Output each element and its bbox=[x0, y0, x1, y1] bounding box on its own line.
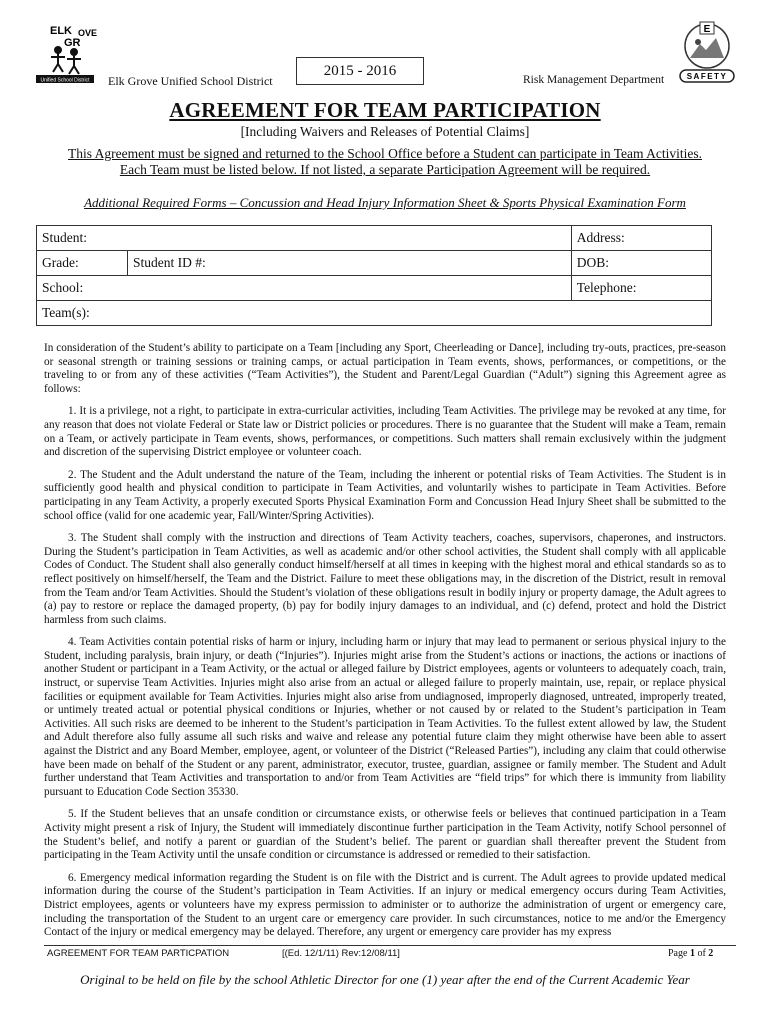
district-name: Elk Grove Unified School District bbox=[108, 74, 273, 88]
page-prefix: Page bbox=[668, 948, 690, 959]
retention-notice: Original to be held on file by the school Athletic Director for one (1) year after the end of the Current Academic Year bbox=[80, 972, 690, 987]
logo-text-ove: OVE bbox=[78, 28, 98, 38]
page-total: 2 bbox=[708, 948, 714, 959]
elk-grove-logo bbox=[34, 22, 104, 84]
additional-required-forms: Additional Required Forms – Concussion and Head Injury Information Sheet & Sports Physical Examination Form bbox=[84, 195, 686, 210]
safety-logo bbox=[676, 20, 738, 86]
dob-field[interactable] bbox=[571, 251, 711, 276]
school-label: School: bbox=[42, 280, 84, 295]
safety-logo-text: SAFETY bbox=[686, 72, 728, 81]
grade-label: Grade: bbox=[42, 255, 79, 270]
teams-field[interactable] bbox=[37, 301, 712, 326]
paragraph-6: 6. Emergency medical information regarding the Student is on file with the District and is current. The Adult agrees to provide updated medical information during the course of the Student’s participation in Team Activities. If an injury or medical emergency occurs during Team Activities, District employees, agents or volunteers have my express permission to administer or to authorize the administration of urgent or emergency care, including the transportation of the Student to an urgent care or emergency care provider. In such circumstances, notice to me and/or the Emergency Contact of the injury or medical emergency may be delayed. Therefore, any urgent or emergency care provider has my express bbox=[44, 871, 726, 939]
paragraph-1: 1. It is a privilege, not a right, to participate in extra-curricular activities, including Team Activities. The privilege may be revoked at any time, for any reason that does not violate Federal or State law or District policies or procedures. There is no guarantee that the Student will make a Team, remain on a Team, or actively participate in Team events, shows, performances, or competitions. Such matters shall remain exclusively within the judgment and discretion of the supervising District employee or volunteer coach. bbox=[44, 405, 726, 459]
paragraph-5: 5. If the Student believes that an unsafe condition or circumstance exists, or otherwise feels or believes that continued participation in a Team Activity might present a risk of Injury, the Student will immediately discontinue further participation in the Team Activity, notify School personnel of the Student’s belief, and notify a parent or guardian of the Student’s belief. The parent or guardian shall thereafter prevent the Student from participating in the Team Activity until the unsafe condition or circumstance is addressed or remedied to their satisfaction. bbox=[44, 808, 726, 862]
page-of: of bbox=[694, 948, 709, 959]
school-field[interactable] bbox=[37, 276, 572, 301]
telephone-label: Telephone: bbox=[576, 280, 637, 295]
signing-notice-line-1: This Agreement must be signed and returned to the School Office before a Student can participate in Team Activities. bbox=[68, 146, 702, 161]
student-label: Student: bbox=[42, 230, 88, 245]
risk-management-department: Risk Management Department bbox=[523, 74, 665, 86]
safety-logo-letter: E bbox=[703, 24, 711, 35]
page-number bbox=[668, 948, 713, 959]
paragraph-3: 3. The Student shall comply with the instruction and directions of Team Activity teachers, coaches, supervisors, chaperones, and instructors. During the Student’s participation in Team Activities, as well as academic and/or other school activities, the Student shall comply with all applicable Codes of Conduct. The Student shall also generally conduct himself/herself at all times in keeping with the highest moral and ethical standards so as to reflect positively on himself/herself, the Team and the District. Failure to meet these obligations may, in the discretion of the District, result in removal from the Team and/or Team Activities. Should the Student’s violation of these obligations result in bodily injury or property damage, the Adult agrees to (a) pay to restore or replace the damaged property, (b) pay for bodily injury damages to an individual, and (c) defend, protect and hold the District harmless from such claims. bbox=[44, 532, 726, 626]
dob-label: DOB: bbox=[576, 255, 610, 270]
logo-text-gr: GR bbox=[64, 37, 81, 49]
elk-grove-logo-icon bbox=[34, 22, 104, 84]
paragraph-2: 2. The Student and the Adult understand the nature of the Team, including the inherent or potential risks of Team Activities. The Student is in sufficiently good health and physical condition to participate in Team Activities, and voluntarily wishes to participate in Team Activities. Before participating in any Team Activity, a properly executed Sports Physical Examination Form and Concussion Head Injury Sheet shall be submitted to the school office (valid for one academic year, Fall/Winter/Spring Activities). bbox=[44, 468, 726, 522]
signing-notice bbox=[40, 146, 730, 178]
student-id-label: Student ID #: bbox=[133, 255, 206, 270]
grade-field[interactable] bbox=[37, 251, 128, 276]
telephone-field[interactable] bbox=[571, 276, 711, 301]
address-field[interactable] bbox=[571, 226, 711, 251]
school-year: 2015 - 2016 bbox=[296, 57, 424, 85]
document-subtitle: [Including Waivers and Releases of Potential Claims] bbox=[240, 124, 530, 139]
paragraph-4: 4. Team Activities contain potential risks of harm or injury, including harm or injury that may lead to permanent or serious physical injury to the Student, including paralysis, brain injury, or death (“Injuries”). Injuries might arise from the Student’s actions or inactions, the actions or inactions of another Student or participant in a Team Activity, or the actual or alleged failure by District employees, agents or volunteers to adequately coach, train, instruct, or supervise Team Activities. Injuries might also arise from an actual or alleged failure to properly maintain, use, repair, or replace physical facilities or equipment available for Team Activities. Injuries might also arise from undiagnosed, improperly diagnosed, untreated, improperly treated, or untimely treated actual or potential physical conditions or Injuries, whether or not caused by or related to the Student’s participation in Team Activities. All such risks are deemed to be inherent to the Student’s participation in Team Activities. To the fullest extent allowed by law, the Student and Adult therefore also fully assume all such risks and waive and release any potential future claim they might otherwise have been able to assert against the District and any Board Member, employee, agent, or volunteer of the District (“Released Parties”), including any claim that could otherwise have been made on behalf of the Student or any parent, administrator, executor, trustee, guardian, assignee or family member. The Student and Adult further understand that Team Activities and transportation to and/or from Team Activities are “field trips” for which there is immunity from liability pursuant to Education Code Section 35330. bbox=[44, 636, 726, 798]
logo-text-elk: ELK bbox=[50, 25, 72, 37]
page-current: 1 bbox=[689, 948, 695, 959]
address-label: Address: bbox=[576, 230, 625, 245]
agreement-body bbox=[44, 342, 726, 949]
document-title: AGREEMENT FOR TEAM PARTICIPATION bbox=[169, 98, 601, 122]
student-info-table bbox=[36, 225, 712, 326]
student-id-field[interactable] bbox=[128, 251, 572, 276]
footer-form-name: AGREEMENT FOR TEAM PARTICPATION bbox=[47, 948, 230, 959]
footer-divider bbox=[44, 945, 736, 946]
signing-notice-line-2: Each Team must be listed below. If not listed, a separate Participation Agreement will be required. bbox=[119, 162, 651, 177]
footer-revision: [(Ed. 12/1/11) Rev:12/08/11] bbox=[282, 948, 400, 959]
logo-band-text: Unified School District bbox=[40, 77, 90, 84]
safety-logo-icon bbox=[676, 20, 738, 86]
teams-label: Team(s): bbox=[42, 305, 90, 320]
intro-paragraph: In consideration of the Student’s ability to participate on a Team [including any Sport, Cheerleading or Dance], including try-outs, practices, pre-season or seasonal strength or training sessions or training camps, or actual participation in Team events, shows, performances, or competitions, or the traveling to or from any of these activities (“Team Activities”), the Student and Parent/Legal Guardian (“Adult”) signing this Agreement agree as follows: bbox=[44, 342, 726, 395]
student-field[interactable] bbox=[37, 226, 572, 251]
